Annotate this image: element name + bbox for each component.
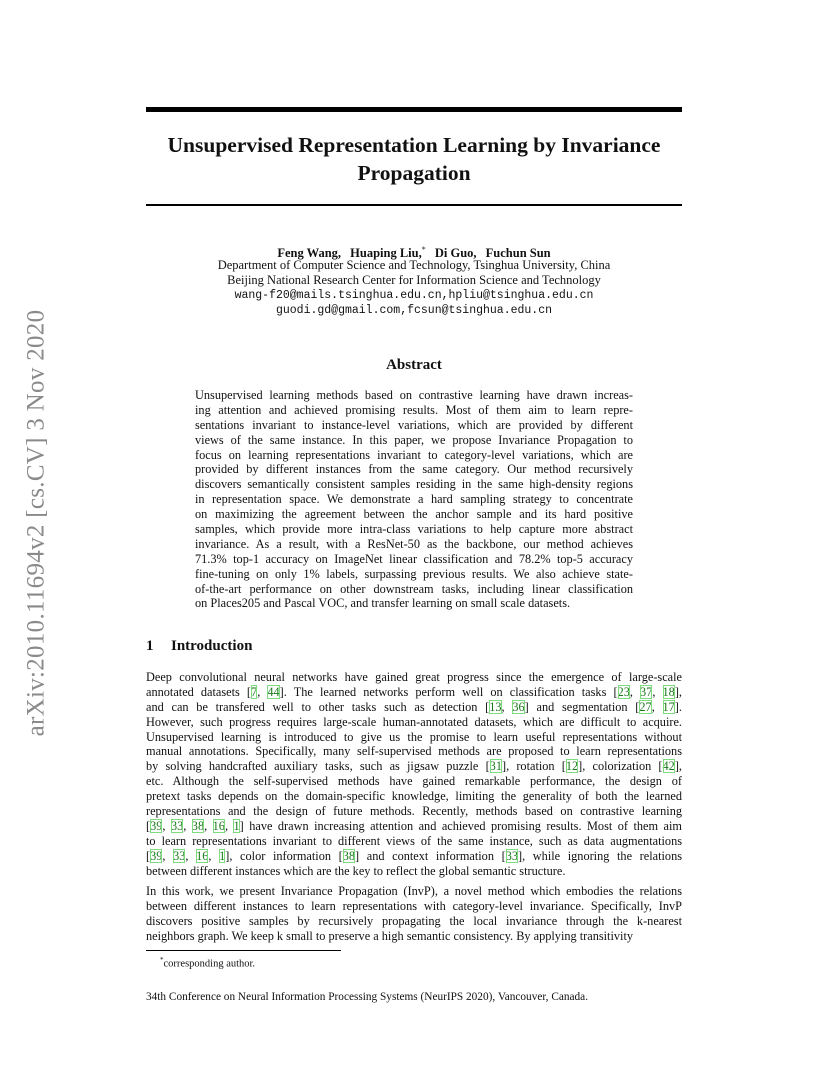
email-line: guodi.gd@gmail.com,fcsun@tsinghua.edu.cn [275,304,553,317]
email-line: wang-f20@mails.tsinghua.edu.cn,hpliu@tsinghua.edu.cn [234,289,594,302]
text-run: representations and the design of future methods. Recently, methods based on contrastive learning [146,804,682,819]
text-run: to learn representations invariant to different views of the same instance, such as data augmentations [146,833,682,848]
section-heading [146,637,252,655]
abstract-line: focus on learning representations invariant to category-level variations, which are [195,447,633,462]
affiliation-line: Beijing National Research Center for Information Science and Technology [227,273,601,287]
text-run: ], colorization [ [578,759,663,774]
text-line [146,834,682,849]
arxiv-watermark: arXiv:2010.11694v2 [cs.CV] 3 Nov 2020 [22,309,49,737]
abstract-line: invariance. As a result, with a ResNet-50 as the backbone, our method achieves [195,536,633,551]
section-number: 1 [146,638,154,654]
text-line [146,744,682,759]
abstract-line: samples, which provide more intra-class variations to help capture more abstract [195,522,633,537]
author: Fuchun Sun [485,246,551,261]
text-run: , [185,848,197,863]
author: Di Guo, [434,246,477,261]
title-rule-bottom [146,204,682,206]
title-rule-top [146,107,682,112]
citation-link[interactable]: 33 [505,848,518,863]
text-run: neighbors graph. We keep k small to preserve a high semantic consistency. By applying transitivity [146,928,634,943]
footnote-rule [146,950,341,951]
text-run: between different instances to learn representations with category-level invariance. Specifically, InvP [146,898,682,913]
section-title: Introduction [171,638,253,654]
intro-paragraph-2 [146,884,682,944]
conference-footer: 34th Conference on Neural Information Processing Systems (NeurIPS 2020), Vancouver, Canada. [146,991,589,1003]
text-line [146,700,682,715]
text-line [146,670,682,685]
text-line [146,715,682,730]
citation-link[interactable]: 33 [173,848,186,863]
author: Feng Wang, [277,246,342,261]
footnote: *corresponding author. [160,956,256,970]
text-run: by solving handcrafted auxiliary tasks, such as jigsaw puzzle [ [146,759,490,774]
abstract-line: on maximizing the agreement between the anchor sample and its hard positive [195,507,633,522]
citation-link[interactable]: 1 [219,848,226,863]
abstract-line: 71.3% top-1 accuracy on ImageNet linear classification and 78.2% top-5 accuracy [195,551,633,566]
citation-link[interactable]: 13 [489,699,502,714]
abstract-line: in representation space. We demonstrate a hard sampling strategy to concentrate [195,492,633,507]
text-run: discovers positive samples by recursively propagating the local invariance through the k-nearest [146,913,682,928]
title-line-2: Propagation [357,161,471,185]
text-run: ] and context information [ [355,848,506,863]
text-run: , [652,684,663,699]
citation-link[interactable]: 38 [191,818,205,833]
text-run: , [183,818,192,833]
text-run: and can be transfered well to other tasks such as detection [ [146,699,490,714]
text-run: ], while ignoring the relations [518,848,683,863]
text-run: Deep convolutional neural networks have gained great progress since the emergence of large-scale [146,670,682,684]
text-run: ], [674,759,682,774]
text-line [146,884,682,899]
text-line [146,730,682,745]
text-run: between different instances which are the key to reflect the global semantic structure. [146,863,566,878]
abstract-heading: Abstract [386,357,442,373]
text-line [146,849,682,864]
text-line [146,864,682,879]
text-run: Unsupervised learning is introduced to give us the promise to learn useful representations without [146,729,682,744]
abstract-line: discovers semantically consistent samples residing in the same high-density regions [195,477,633,492]
abstract-line: ing attention and achieved promising results. Most of them aim to learn repre- [195,402,633,417]
text-line [146,819,682,834]
abstract-line: on Places205 and Pascal VOC, and transfer learning on small scale datasets. [195,596,571,611]
citation-link[interactable]: 36 [512,699,525,714]
text-run: [ [146,818,151,833]
text-run: In this work, we present Invariance Propagation (InvP), a novel method which embodies the relations [146,884,682,898]
abstract-line: of-the-art performance on other downstream tasks, including linear classification [195,581,633,596]
text-run: pretext tasks depends on the domain-specific knowledge, limiting the generality of both the learned [146,789,682,804]
text-run: manual annotations. Specifically, many self-supervised methods are proposed to learn representations [146,744,682,759]
text-run: annotated datasets [ [146,684,252,699]
citation-link[interactable]: 44 [267,684,280,699]
abstract-line: views of the same instance. In this paper, we propose Invariance Propagation to [195,432,633,447]
citation-link[interactable]: 27 [639,699,652,714]
text-run: , [651,699,663,714]
citation-link[interactable]: 33 [170,818,184,833]
citation-link[interactable]: 37 [640,684,653,699]
text-run: , [162,848,174,863]
text-run: ]. The learned networks perform well on classification tasks [ [279,684,618,699]
text-line [146,804,682,819]
intro-paragraph-1 [146,670,682,878]
abstract-line: fine-tuning on only 1% labels, surpassing previous results. We also achieve state- [195,566,633,581]
text-line [146,774,682,789]
citation-link[interactable]: 38 [342,848,356,863]
text-run: etc. Although the self-supervised methods have gained remarkable performance, the design of [146,774,682,789]
citation-link[interactable]: 31 [489,759,502,774]
author: Huaping Liu,* [350,245,426,261]
text-run: ] and segmentation [ [524,699,640,714]
paper-title [146,131,682,187]
abstract-line: sentations invariant to instance-level variations, which are provided by different [195,417,633,432]
text-line [146,789,682,804]
text-run: , [204,818,213,833]
abstract-body [195,388,633,611]
citation-link[interactable]: 16 [212,818,225,833]
text-run: ], color information [ [225,848,343,863]
text-run: ]. [674,699,682,714]
text-run: , [257,684,268,699]
abstract-line: Unsupervised learning methods based on contrastive learning have drawn increas- [195,388,633,402]
citation-link[interactable]: 39 [150,818,163,833]
text-line [146,899,682,914]
text-run: ] have drawn increasing attention and achieved promising results. Most of them aim [239,818,682,833]
text-run: [ [146,848,151,863]
text-run: ], rotation [ [501,759,566,774]
title-line-1: Unsupervised Representation Learning by Invariance [167,133,661,157]
text-run: , [208,848,220,863]
citation-link[interactable]: 1 [233,818,240,833]
text-run: , [224,818,234,833]
citation-link[interactable]: 42 [662,759,675,774]
affiliation-block [146,258,682,318]
text-line [146,685,682,700]
text-run: ], [674,684,682,699]
text-run: However, such progress requires large-scale human-annotated datasets, which are difficult to acquire. [146,714,682,729]
citation-link[interactable]: 17 [662,699,675,714]
text-line [146,914,682,929]
citation-link[interactable]: 7 [251,684,258,699]
citation-link[interactable]: 18 [662,684,675,699]
text-run: , [501,699,513,714]
citation-link[interactable]: 16 [196,848,209,863]
text-run: , [629,684,641,699]
citation-link[interactable]: 12 [565,759,579,774]
text-run: , [162,818,171,833]
affiliation-line: Department of Computer Science and Technology, Tsinghua University, China [217,258,611,272]
citation-link[interactable]: 39 [150,848,163,863]
text-line [146,929,682,944]
text-line [146,759,682,774]
citation-link[interactable]: 23 [617,684,630,699]
abstract-line: provided by different instances from the same category. Our method recursively [195,462,633,477]
